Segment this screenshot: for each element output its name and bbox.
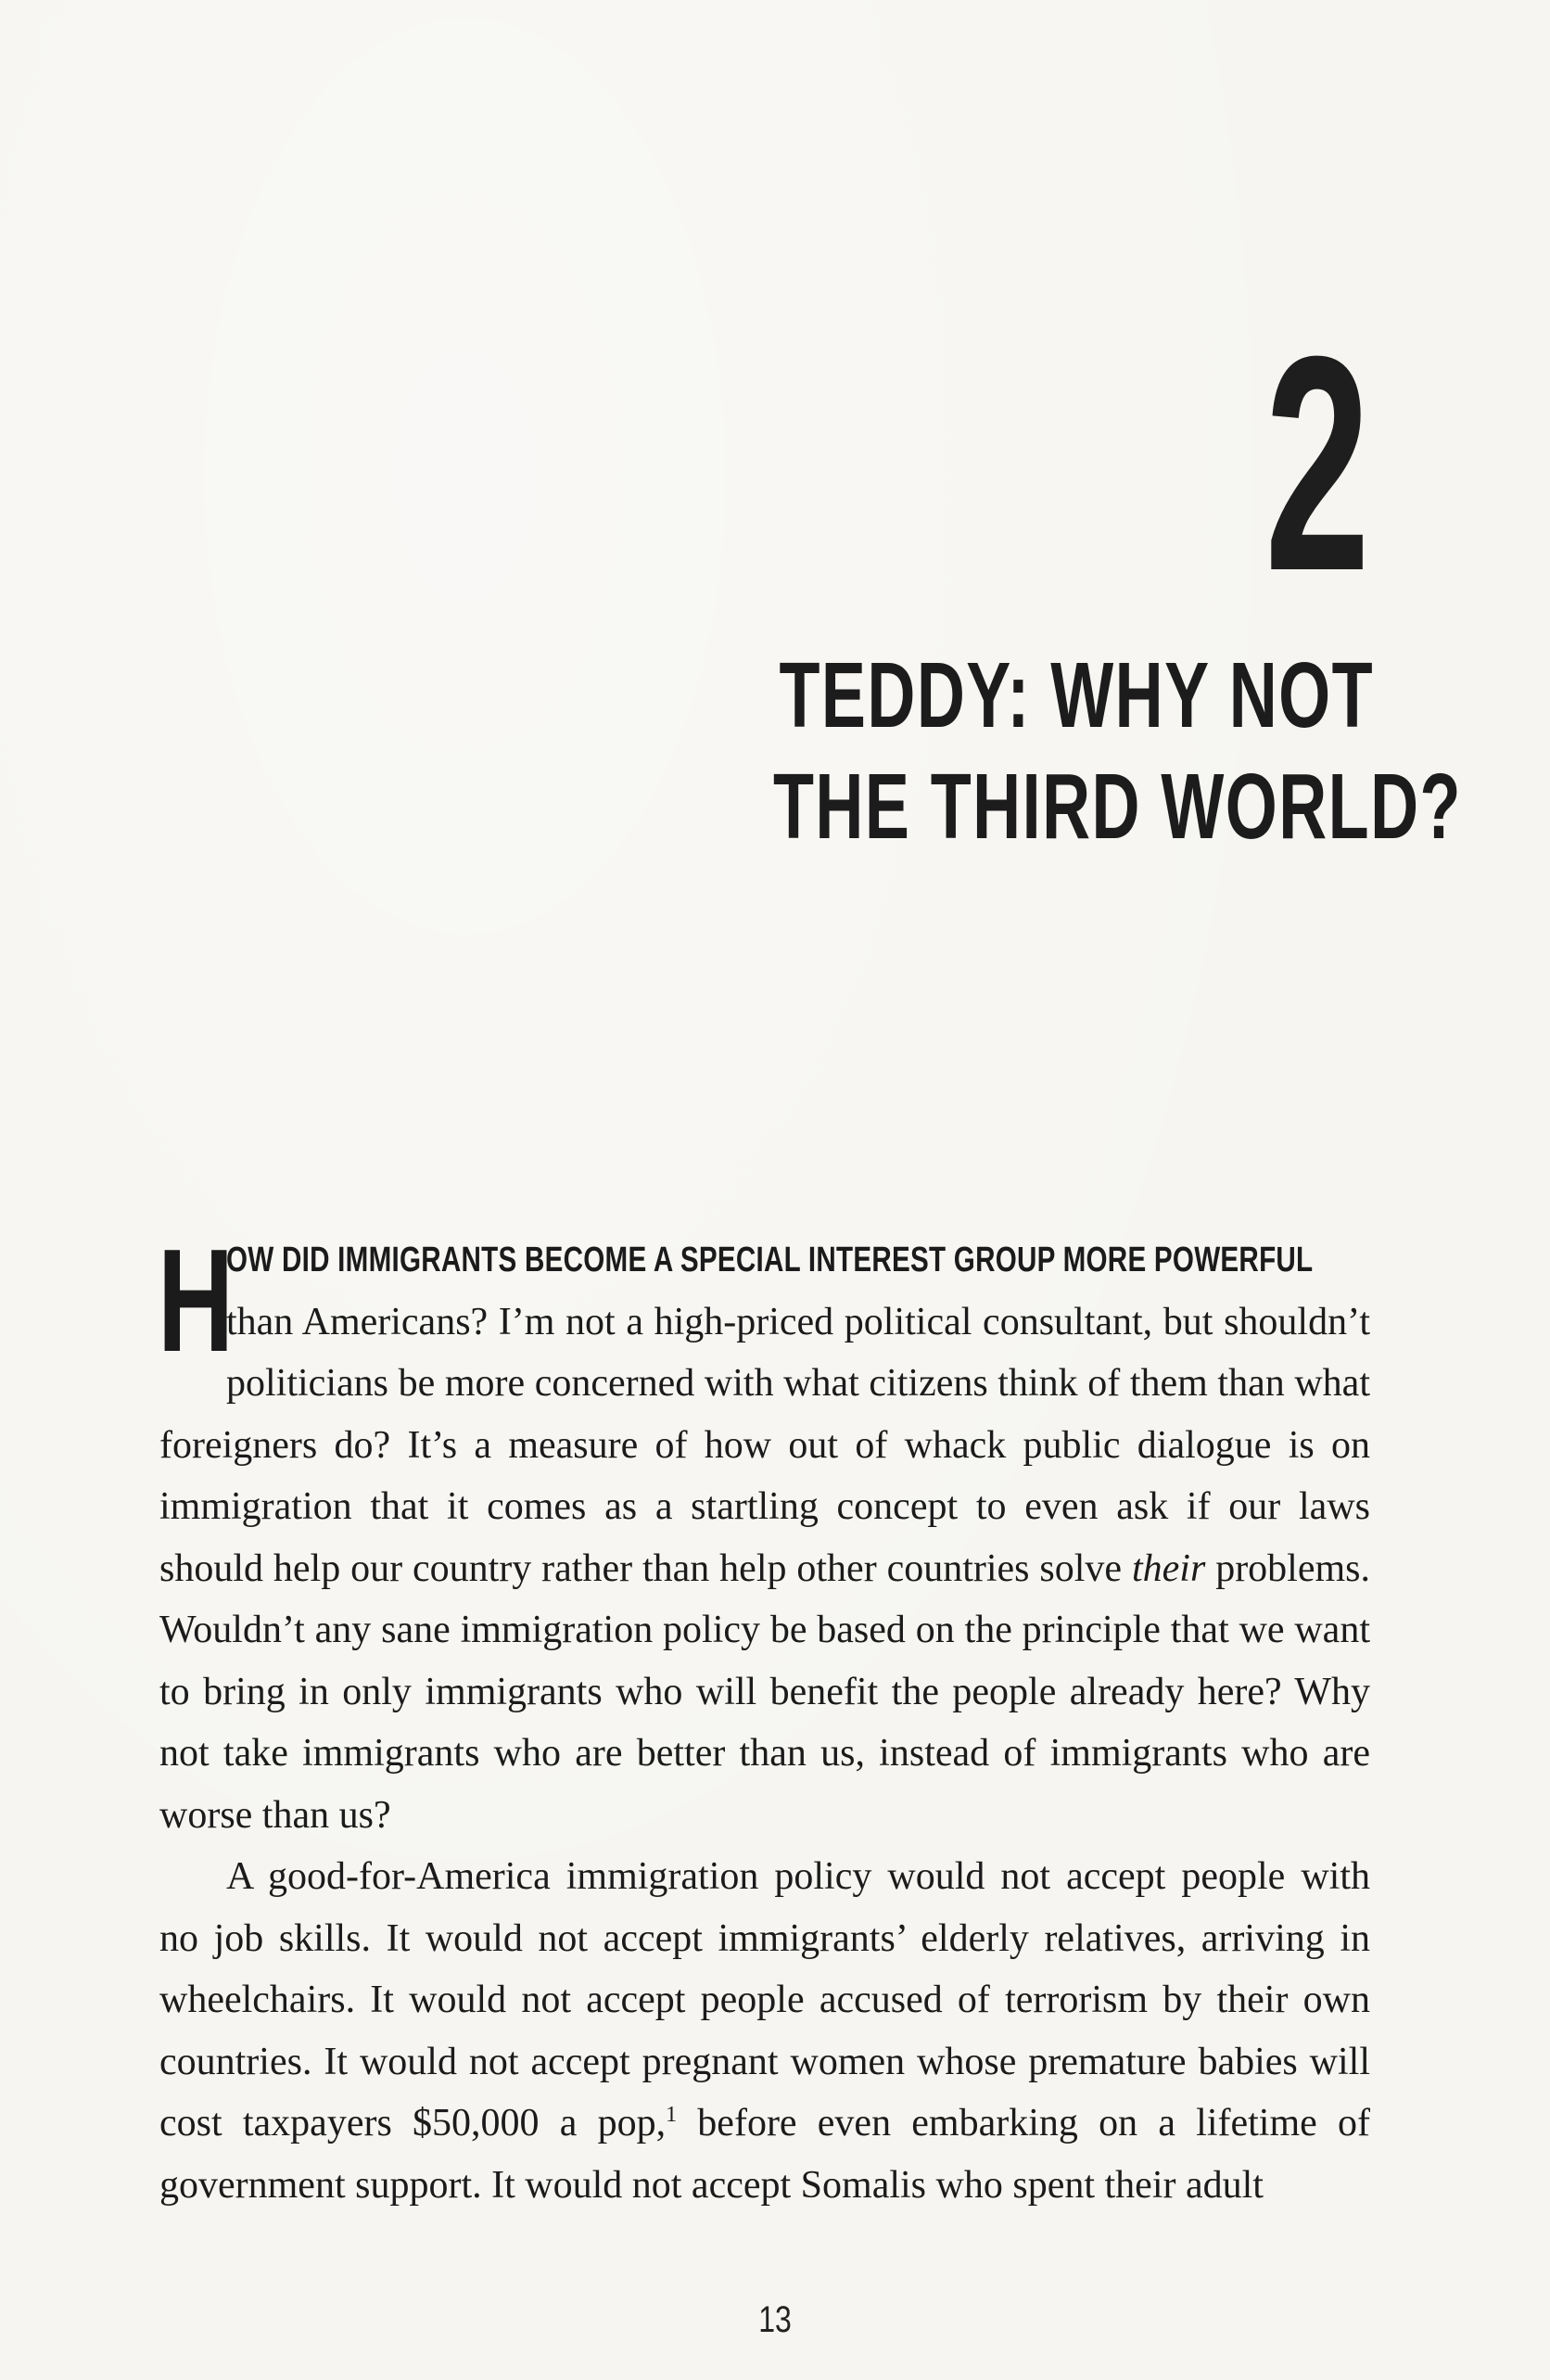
chapter-title	[540, 640, 1462, 862]
paragraph-1-text	[158, 1219, 1370, 1846]
paragraph-1-body-a: than Americans? I’m not a high-priced political consultant, but shouldn’t politicians be more concerned with what citizens think of them than what foreigners do? It’s a measure of how out of whack public dialogue is on immigration that it comes as a startling concept to even ask if our laws should help our country rather than help other countries solve	[159, 1300, 1370, 1590]
page-number: 13	[758, 2299, 792, 2340]
chapter-title-line-1: TEDDY: WHY NOT	[779, 643, 1374, 747]
drop-cap: H	[158, 1219, 235, 1382]
paragraph-1-body-b: problems. Wouldn’t any sane immigration policy be based on the principle that we want to bring in only immigrants who will benefit the people already here? Why not take immigrants who are better than us, instead of immigrants who are worse than us?	[159, 1546, 1370, 1837]
lead-in-caps: OW DID IMMIGRANTS BECOME A SPECIAL INTEREST GROUP MORE POWERFUL	[226, 1241, 1314, 1279]
paragraph-2-body-b: before even embarking on a lifetime of government support. It would not accept Somalis who spent their adult	[159, 2102, 1370, 2207]
footnote-reference[interactable]: 1	[666, 2103, 678, 2127]
body-text	[158, 1219, 1370, 2216]
chapter-title-line-2: THE THIRD WORLD?	[773, 755, 1462, 859]
emphasis-their: their	[1131, 1546, 1206, 1590]
paragraph-2-body-a: A good-for-America immigration policy would not accept people with no job skills. It would not accept immigrants’ elderly relatives, arriving in wheelchairs. It would not accept people accused of terrorism by their own countries. It would not accept pregnant women whose premature babies will cost taxpayers $50,000 a pop,	[159, 1855, 1370, 2145]
paragraph-2	[159, 1846, 1370, 2216]
paragraph-1	[158, 1219, 1370, 1846]
chapter-number: 2	[1264, 292, 1368, 634]
